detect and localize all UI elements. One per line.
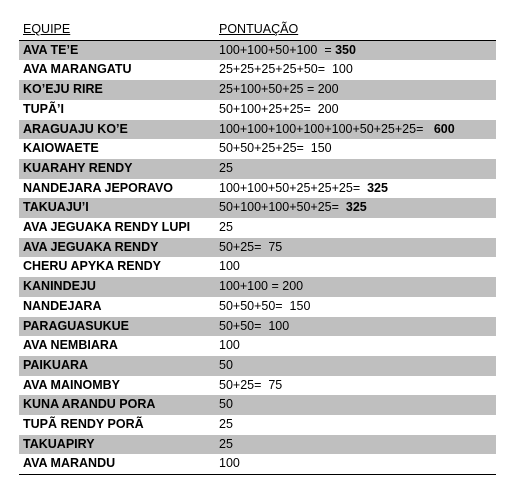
team-name-cell: TUPÃ RENDY PORÃ	[23, 417, 144, 432]
score-formula: 25	[219, 436, 233, 451]
team-name-cell: TUPÃ’I	[23, 101, 64, 116]
team-name-cell: NANDEJARA JEPORAVO	[23, 180, 174, 195]
score-formula: 25+25+25+25+50= 100	[219, 62, 353, 77]
score-total: 325	[345, 200, 367, 215]
header-team: EQUIPE	[19, 20, 215, 40]
score-cell	[215, 435, 496, 455]
table-header-row	[19, 20, 496, 40]
score-formula: 100+100 = 200	[219, 279, 304, 294]
team-name-cell: KANINDEJU	[19, 277, 215, 297]
team-name-cell: KUNA ARANDU PORA	[19, 395, 215, 415]
score-cell	[215, 297, 496, 317]
score-formula: 50+100+25+25= 200	[219, 101, 339, 116]
score-cell	[215, 60, 496, 80]
score-cell	[215, 336, 496, 356]
team-name-cell: AVA MARANGATU	[23, 62, 132, 77]
table-row	[19, 376, 496, 396]
score-cell	[215, 238, 496, 258]
score-formula: 100	[219, 456, 240, 471]
score-cell	[215, 277, 496, 297]
score-cell	[215, 80, 496, 100]
score-cell	[215, 100, 496, 120]
score-cell	[215, 120, 496, 140]
table-row	[19, 356, 496, 376]
score-cell	[215, 376, 496, 396]
team-name-cell: AVA TE’E	[19, 40, 215, 60]
team-name-cell: PARAGUASUKUE	[19, 317, 215, 337]
table-row	[19, 120, 496, 140]
team-name-cell: KUARAHY RENDY	[19, 159, 215, 179]
table-row	[19, 435, 496, 455]
score-cell	[215, 179, 496, 199]
score-table	[19, 20, 496, 475]
team-name-cell: TAKUAJU’I	[19, 198, 215, 218]
score-cell	[215, 139, 496, 159]
score-total: 350	[335, 42, 356, 57]
table-row	[19, 198, 496, 218]
score-total: 600	[433, 121, 455, 136]
team-name-cell: ARAGUAJU KO’E	[19, 120, 215, 140]
score-formula: 50	[219, 397, 233, 412]
score-formula: 25+100+50+25 = 200	[219, 82, 339, 97]
table-row	[19, 395, 496, 415]
table-row	[19, 336, 496, 356]
table-row	[19, 257, 496, 277]
table-row	[19, 159, 496, 179]
score-cell	[215, 40, 496, 60]
table-row	[19, 179, 496, 199]
team-name-cell: KO’EJU RIRE	[19, 80, 215, 100]
score-cell	[215, 218, 496, 238]
score-formula: 100	[219, 259, 240, 274]
team-name-cell: NANDEJARA	[23, 298, 102, 313]
score-formula: 50	[219, 357, 233, 372]
team-name-cell: TAKUAPIRY	[19, 435, 215, 455]
score-formula: 50+50+50= 150	[219, 298, 311, 313]
score-formula: 50+25= 75	[219, 239, 283, 254]
team-name-cell: AVA JEGUAKA RENDY LUPI	[23, 220, 191, 235]
score-cell	[215, 159, 496, 179]
table-row	[19, 277, 496, 297]
score-cell	[215, 395, 496, 415]
table-row	[19, 415, 496, 435]
table-row	[19, 80, 496, 100]
table-row	[19, 218, 496, 238]
table-row	[19, 100, 496, 120]
team-name-cell: KAIOWAETE	[23, 141, 99, 156]
table-row	[19, 317, 496, 337]
team-name-cell: AVA NEMBIARA	[23, 338, 118, 353]
score-formula: 100+100+50+100 =	[219, 42, 336, 57]
score-cell	[215, 454, 496, 474]
team-name-cell: CHERU APYKA RENDY	[23, 259, 161, 274]
table-row	[19, 60, 496, 80]
score-cell	[215, 415, 496, 435]
score-formula: 25	[219, 220, 233, 235]
team-name-cell: AVA MAINOMBY	[23, 377, 120, 392]
score-formula: 100+100+50+25+25+25=	[219, 180, 368, 195]
score-cell	[215, 317, 496, 337]
table-row	[19, 454, 496, 474]
score-formula: 25	[219, 417, 233, 432]
score-formula: 50+50+25+25= 150	[219, 141, 332, 156]
table-row	[19, 139, 496, 159]
team-name-cell: AVA JEGUAKA RENDY	[19, 238, 215, 258]
score-total: 325	[367, 180, 388, 195]
score-cell	[215, 257, 496, 277]
team-name-cell: AVA MARANDU	[19, 454, 215, 474]
score-formula: 100	[219, 338, 240, 353]
score-formula: 50+25= 75	[219, 377, 283, 392]
score-cell	[215, 356, 496, 376]
table-row	[19, 238, 496, 258]
score-table-body	[19, 40, 496, 474]
header-score: PONTUAÇÃO	[215, 20, 496, 40]
score-formula: 100+100+100+100+100+50+25+25=	[219, 121, 434, 136]
score-formula: 25	[219, 160, 233, 175]
team-name-cell: PAIKUARA	[19, 356, 215, 376]
score-formula: 50+50= 100	[219, 318, 290, 333]
table-row	[19, 40, 496, 60]
score-formula: 50+100+100+50+25=	[219, 200, 346, 215]
score-cell	[215, 198, 496, 218]
table-row	[19, 297, 496, 317]
